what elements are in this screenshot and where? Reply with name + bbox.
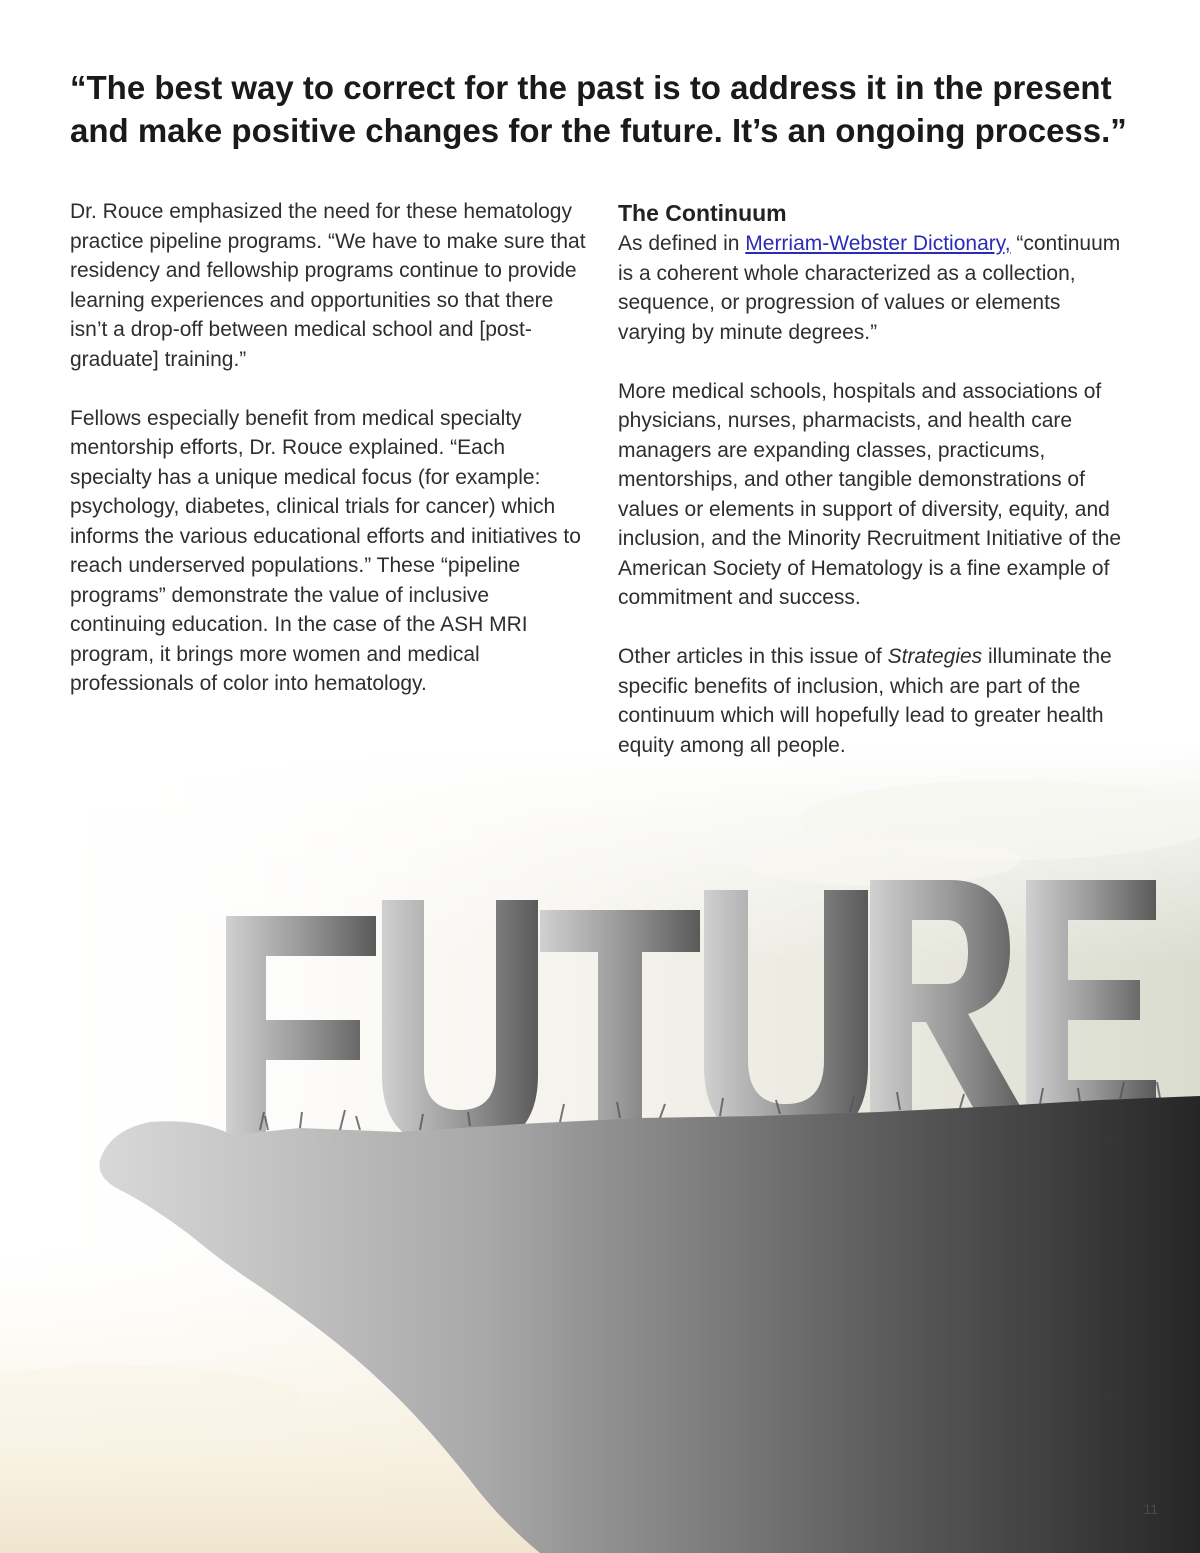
paragraph	[618, 642, 1128, 760]
paragraph-text: Other articles in this issue of	[618, 645, 888, 668]
page-number: 11	[1143, 1501, 1158, 1517]
paragraph: More medical schools, hospitals and associations of physicians, nurses, pharmacists, and health care managers are expanding classes, practicums, mentorships, and other tangible demonstrations of values or elements in support of diversity, equity, and inclusion, and the Minority Recruitment Initiative of the American Society of Hematology is a fine example of commitment and success.	[618, 379, 1122, 609]
cloud	[740, 834, 1020, 886]
letter-e	[1026, 880, 1156, 1120]
section-heading: The Continuum	[618, 200, 787, 226]
paragraph-text: As defined in	[618, 232, 746, 255]
merriam-webster-link[interactable]: Merriam-Webster Dictionary,	[745, 232, 1011, 255]
pull-quote: “The best way to correct for the past is to address it in the present and make positive changes for the future. It’s an ongoing process.”	[70, 69, 1127, 149]
left-column	[70, 197, 590, 728]
paragraph: Dr. Rouce emphasized the need for these hematology practice pipeline programs. “We have to make sure that residency and fellowship programs continue to provide learning experiences and opportunities so that there isn’t a drop-off between medical school and [post-graduate] training.”	[70, 200, 586, 371]
paragraph-text: illuminate the specific benefits of inclusion, which are part of the continuum which will hopefully lead to greater health equity among all people.	[618, 645, 1112, 757]
paragraph: Fellows especially benefit from medical specialty mentorship efforts, Dr. Rouce explained. “Each specialty has a unique medical focus (for example: psychology, diabetes, clinical trials for cancer) which informs the various educational efforts and initiatives to reach underserved populations.” These “pipeline programs” demonstrate the value of inclusive continuing education. In the case of the ASH MRI program, it brings more women and medical professionals of color into hematology.	[70, 406, 581, 695]
right-column	[618, 197, 1128, 790]
paragraph	[618, 229, 1128, 347]
paragraph-text: “continuum is a coherent whole characterized as a collection, sequence, or progression of values or elements varying by minute degrees.”	[618, 232, 1121, 344]
publication-title: Strategies	[887, 645, 983, 668]
